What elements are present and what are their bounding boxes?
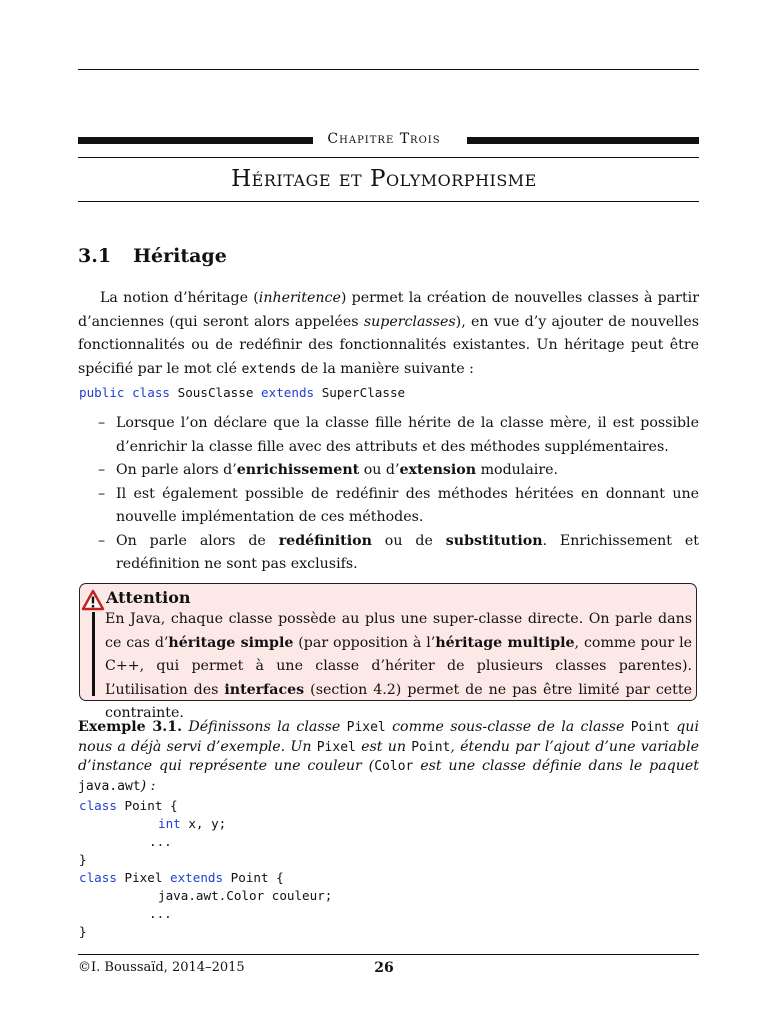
list-item: [98, 412, 699, 459]
code-line-1: [79, 797, 332, 815]
example-code: Color: [374, 759, 414, 774]
bullet-list: [98, 412, 699, 577]
chapter-label: Chapitre Trois: [327, 131, 441, 147]
intro-term-superclasses: superclasses: [363, 313, 456, 330]
section-heading: [78, 245, 227, 267]
example-code: java.awt: [78, 778, 141, 794]
attention-text-1: En Java, chaque classe possède au plus une super-classe directe. On parle dans ce cas d’: [105, 611, 692, 651]
list-item: [98, 483, 699, 530]
list-item-bold: extension: [399, 462, 477, 478]
section-title: Héritage: [133, 245, 227, 267]
code-text: }: [79, 852, 87, 867]
code-block: [79, 797, 332, 941]
example-text: qui nous a déjà servi d’exemple. Un: [78, 719, 699, 755]
chapter-title: Héritage et Polymorphisme: [231, 166, 537, 192]
code-text: java.awt.Color couleur;: [158, 888, 333, 903]
list-item-text: ou de: [371, 532, 446, 549]
list-item-text: ou d’: [359, 462, 400, 478]
intro-text-1: La notion d’héritage (: [100, 290, 259, 306]
attention-bold-3: interfaces: [224, 681, 305, 698]
list-item-text: modulaire.: [476, 462, 559, 478]
attention-text: [105, 608, 692, 726]
code-text: Pixel: [116, 870, 170, 885]
intro-text-4: de la manière suivante :: [296, 360, 474, 377]
attention-bar: [92, 612, 95, 696]
list-item-text: . Enrichissement et redéfinition ne sont pas exclusifs.: [116, 532, 699, 572]
code-text: x, y;: [180, 816, 227, 831]
example-code: Pixel: [316, 739, 356, 755]
code-line-4: [79, 851, 332, 869]
code-keyword: public: [79, 385, 125, 400]
code-keyword: class: [79, 870, 117, 885]
attention-text-2: (par opposition à l’: [293, 634, 436, 651]
code-line-7: [79, 905, 332, 923]
footer-copyright: ©I. Boussaïd, 2014–2015: [78, 960, 245, 975]
code-line-6: [79, 887, 332, 905]
code-keyword: class: [79, 798, 117, 813]
list-item-bold: substitution: [445, 532, 543, 549]
code-keyword: extends: [261, 385, 315, 400]
code-text: Point {: [116, 798, 178, 813]
example-text: est une classe définie dans le paquet: [413, 758, 699, 774]
example-text: est un: [355, 738, 412, 755]
example-text: Définissons la classe: [182, 719, 347, 735]
intro-text-3: ), en vue d’y ajouter de nouvelles fonctionnalités ou de redéfinir des fonctionnalités existantes. Un héritage peut être spécifié par le mot clé: [78, 313, 699, 377]
syntax-line: [79, 384, 405, 402]
intro-term-inheritence: inheritence: [258, 290, 341, 306]
intro-text-2: ) permet la création de nouvelles classes à partir d’anciennes (qui seront alors appelées: [78, 290, 699, 330]
section-number: 3.1: [78, 245, 112, 267]
code-keyword: extends: [170, 870, 224, 885]
warning-icon: [81, 589, 105, 611]
code-keyword: int: [158, 816, 181, 831]
code-text: ...: [149, 834, 172, 849]
code-line-8: [79, 923, 332, 941]
list-item: [98, 459, 699, 483]
code-line-3: [79, 833, 332, 851]
attention-bold-2: héritage multiple: [435, 634, 575, 651]
code-text: }: [79, 924, 87, 939]
attention-text-4: (section 4.2) permet de ne pas être limité par cette contrainte.: [105, 681, 692, 721]
example-code: Point: [630, 720, 670, 735]
code-identifier: SousClasse: [177, 385, 254, 400]
intro-keyword-extends: extends: [241, 361, 297, 377]
code-line-2: [79, 815, 332, 833]
attention-bold-1: héritage simple: [168, 634, 294, 651]
list-item-bold: enrichissement: [236, 462, 360, 478]
code-line-5: [79, 869, 332, 887]
example-text: , étendu par l’ajout d’une variable d’instance qui représente une couleur (: [78, 738, 699, 774]
example-label: Exemple 3.1.: [78, 719, 183, 735]
title-rule-top: [78, 157, 699, 158]
code-keyword: class: [132, 385, 171, 400]
code-identifier: SuperClasse: [321, 385, 406, 400]
top-rule: [78, 69, 699, 70]
example-code: Point: [411, 739, 451, 755]
example-code: Pixel: [346, 720, 386, 735]
code-text: Point {: [223, 870, 284, 885]
list-item: [98, 530, 699, 577]
page-number: 26: [374, 960, 394, 976]
attention-title: Attention: [106, 588, 191, 607]
list-item-text: Lorsque l’on déclare que la classe fille hérite de la classe mère, il est possible d’enrichir la classe fille avec des attributs et des méthodes supplémentaires.: [116, 415, 699, 455]
list-item-text: On parle alors de: [116, 532, 279, 549]
attention-text-3: , comme pour le C++, qui permet à une classe d’hériter de plusieurs classes parentes). L’utilisation des: [105, 634, 693, 698]
footer-rule: [78, 954, 699, 955]
code-text: ...: [149, 906, 172, 921]
title-rule-bottom: [78, 201, 699, 202]
example-text: comme sous-classe de la classe: [385, 719, 631, 735]
list-item-bold: redéfinition: [278, 532, 372, 549]
example-paragraph: [78, 718, 699, 796]
example-text: ) :: [140, 777, 156, 794]
list-item-text: Il est également possible de redéfinir des méthodes héritées en donnant une nouvelle implémentation de ces méthodes.: [116, 485, 699, 525]
intro-paragraph: [78, 287, 699, 381]
list-item-text: On parle alors d’: [116, 462, 237, 478]
